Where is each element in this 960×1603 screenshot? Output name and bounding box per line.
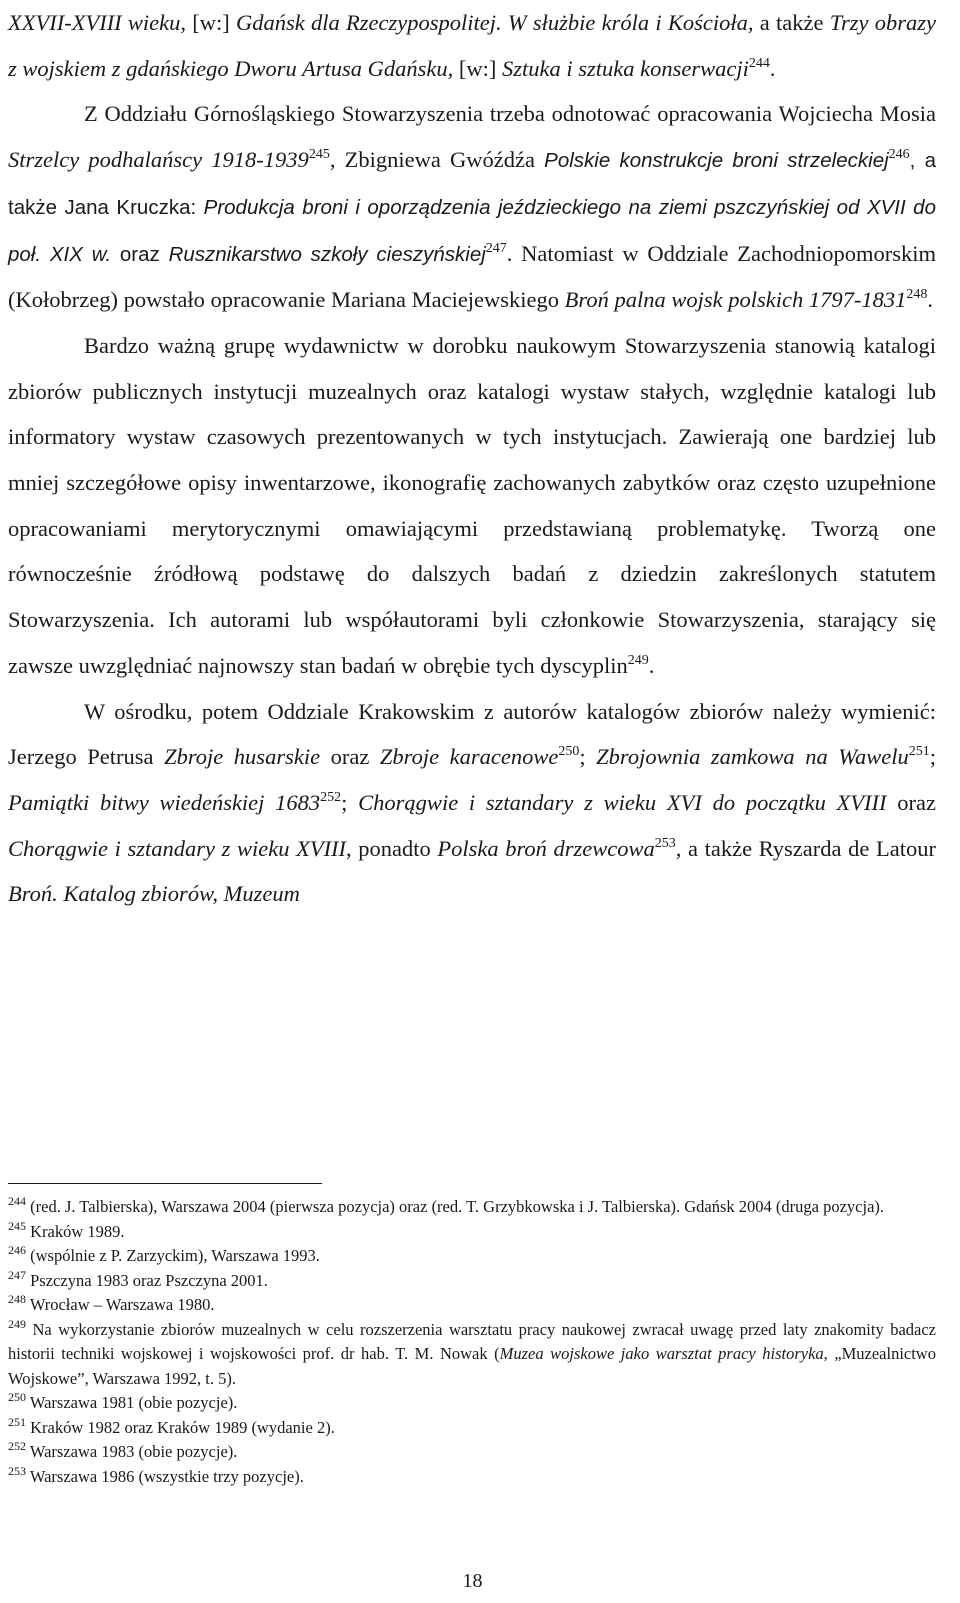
footnote-253 xyxy=(8,1465,936,1490)
footnote-ref: 249 xyxy=(627,652,649,668)
text-run: Bardzo ważną grupę wydawnictw w dorobku naukowym Stowarzyszenia stanowią katalogi zbiorów publicznych instytucji muzealnych oraz katalogi wystaw stałych, względnie katalogi lub informatory wystaw czasowych prezentowanych w tych instytucjach. Zawierają one bardziej lub mniej szczegółowe opisy inwentarzowe, ikonografię zachowanych zabytków oraz często uzupełnione opracowaniami merytorycznymi omawiającymi przedstawianą problematykę. Tworzą one równocześnie źródłową podstawę do dalszych badań z dziedzin zakreślonych statutem Stowarzyszenia. Ich autorami lub współautorami byli członkowie Stowarzyszenia, starający się zawsze uwzględniać najnowszy stan badań w obrębie tych dyscyplin xyxy=(8,332,936,678)
text-run: . xyxy=(769,55,776,81)
paragraph-katalogi xyxy=(8,323,936,689)
footnote-number: 247 xyxy=(8,1267,26,1282)
footnote-ref: 252 xyxy=(320,789,342,805)
paragraph-continued xyxy=(8,0,936,91)
paragraph-gornoslaski xyxy=(8,91,936,323)
text-run: ; xyxy=(341,789,359,815)
footnote-text: Kraków 1989. xyxy=(30,1221,125,1241)
footnote-text: (red. J. Talbierska), Warszawa 2004 (pierwsza pozycja) oraz (red. T. Grzybkowska i J. Talbierska). Gdańsk 2004 (druga pozycja). xyxy=(30,1197,885,1216)
text-run: , Zbigniewa Gwóźdźa xyxy=(329,147,545,173)
citation-title: Strzelcy podhalańscy 1918-1939 xyxy=(8,147,309,173)
footnote-text: Pszczyna 1983 oraz Pszczyna 2001. xyxy=(30,1270,268,1290)
text-run: a także xyxy=(753,10,830,35)
citation-title: Polskie konstrukcje broni strzeleckiej xyxy=(544,149,889,173)
footnote-249 xyxy=(8,1318,936,1392)
footnote-ref: 251 xyxy=(908,744,930,760)
footnote-ref: 245 xyxy=(308,147,330,163)
text-run: . Natomiast w Oddziale Zachodniopomorskim (Kołobrzeg) powstało opracowanie Mariana Maciejewskiego xyxy=(8,240,936,313)
text-run: , a także Ryszarda de Latour xyxy=(675,835,936,861)
footnote-number: 248 xyxy=(8,1292,26,1306)
citation-title: Trzy obrazy z wojskiem z gdańskiego Dworu Artusa Gdańsku, xyxy=(8,10,936,81)
citation-title: Chorągwie i sztandary z wieku XVI do początku XVIII xyxy=(358,789,887,815)
citation-title: Broń. Katalog zbiorów, Muzeum xyxy=(8,881,300,907)
citation-title: Broń palna wojsk polskich 1797-1831 xyxy=(564,287,907,313)
text-run: . xyxy=(648,652,655,678)
page-number: 18 xyxy=(462,1570,483,1592)
text-run: oraz xyxy=(111,242,169,266)
footnote-text: Wrocław – Warszawa 1980. xyxy=(29,1295,215,1314)
citation-title: Sztuka i sztuka konserwacji xyxy=(501,55,749,81)
footnote-252 xyxy=(8,1440,936,1465)
footnote-248 xyxy=(8,1293,936,1318)
footnote-244 xyxy=(8,1195,936,1220)
citation-title: Polska broń drzewcowa xyxy=(437,835,655,861)
text-run: Z Oddziału Górnośląskiego Stowarzyszenia trzeba odnotować opracowania Wojciecha Mosia xyxy=(84,101,936,127)
footnote-text: (wspólnie z P. Zarzyckim), Warszawa 1993. xyxy=(30,1246,320,1265)
footnote-text: Warszawa 1981 (obie pozycje). xyxy=(29,1393,238,1412)
text-run: W ośrodku, potem Oddziale Krakowskim z autorów katalogów zbiorów należy wymienić: Jerzego Petrusa xyxy=(8,698,936,770)
footnotes xyxy=(8,1195,936,1489)
footnote-ref: 253 xyxy=(654,835,676,851)
text-run: oraz xyxy=(886,789,936,815)
footnote-ref: 250 xyxy=(558,744,580,760)
footnote-text: Kraków 1982 oraz Kraków 1989 (wydanie 2). xyxy=(30,1417,335,1437)
footnote-247 xyxy=(8,1269,936,1294)
footnote-ref: 247 xyxy=(485,240,507,256)
citation-title: Produkcja broni i oporządzenia jeździeckiego na ziemi pszczyńskiej od XVII do poł. XIX w. xyxy=(8,195,936,266)
citation-title: XXVII-XVIII wieku, xyxy=(8,10,193,35)
text-run: , ponadto xyxy=(346,835,438,861)
footnote-245 xyxy=(8,1220,936,1245)
text-run: ; xyxy=(579,744,597,770)
main-text xyxy=(8,0,936,917)
footnote-separator xyxy=(8,1183,322,1184)
text-run: ; xyxy=(929,744,936,770)
footnote-251 xyxy=(8,1416,936,1441)
footnote-246 xyxy=(8,1244,936,1269)
citation-title: Rusznikarstwo szkoły cieszyńskiej xyxy=(168,242,486,266)
footnote-250 xyxy=(8,1391,936,1416)
footnote-number: 246 xyxy=(8,1243,26,1257)
footnote-ref: 248 xyxy=(906,287,928,303)
footnote-number: 249 xyxy=(8,1316,26,1331)
text-run: , a także Jana Kruczka: xyxy=(8,149,937,219)
footnote-number: 250 xyxy=(8,1390,26,1404)
footnote-number: 244 xyxy=(8,1194,26,1208)
footnote-number: 251 xyxy=(8,1414,26,1429)
footnote-ref: 244 xyxy=(748,55,770,71)
text-run: oraz xyxy=(320,744,380,770)
text-run: [w:] xyxy=(453,55,502,81)
text-run: [w:] xyxy=(192,10,230,35)
text-run: . xyxy=(927,287,933,313)
citation-title: Gdańsk dla Rzeczypospolitej. W służbie króla i Kościoła, xyxy=(229,10,754,35)
citation-title: Zbroje husarskie xyxy=(164,744,321,770)
citation-title: Zbrojownia zamkowa na Wawelu xyxy=(596,744,909,770)
footnote-text: Warszawa 1986 (wszystkie trzy pozycje). xyxy=(29,1466,304,1486)
citation-title: Zbroje karacenowe xyxy=(379,744,559,770)
citation-title: Muzea wojskowe jako warsztat pracy historyka xyxy=(499,1344,824,1363)
footnote-number: 253 xyxy=(8,1463,26,1478)
paragraph-krakowski xyxy=(8,689,936,918)
footnote-number: 245 xyxy=(8,1218,26,1233)
footnote-ref: 246 xyxy=(888,147,910,163)
footnote-text: Warszawa 1983 (obie pozycje). xyxy=(29,1442,238,1461)
citation-title: Pamiątki bitwy wiedeńskiej 1683 xyxy=(8,789,321,815)
footnote-text: Na wykorzystanie zbiorów muzealnych w celu rozszerzenia warsztatu pracy naukowej zwracał uwagę przed laty znakomity badacz historii techniki wojskowej i wojskowości prof. dr hab. T. M. Nowak ( xyxy=(8,1319,936,1363)
footnote-number: 252 xyxy=(8,1439,26,1453)
footnote-text: , „Muzealnictwo Wojskowe”, Warszawa 1992, t. 5). xyxy=(8,1344,936,1388)
citation-title: Chorągwie i sztandary z wieku XVIII xyxy=(8,835,347,861)
